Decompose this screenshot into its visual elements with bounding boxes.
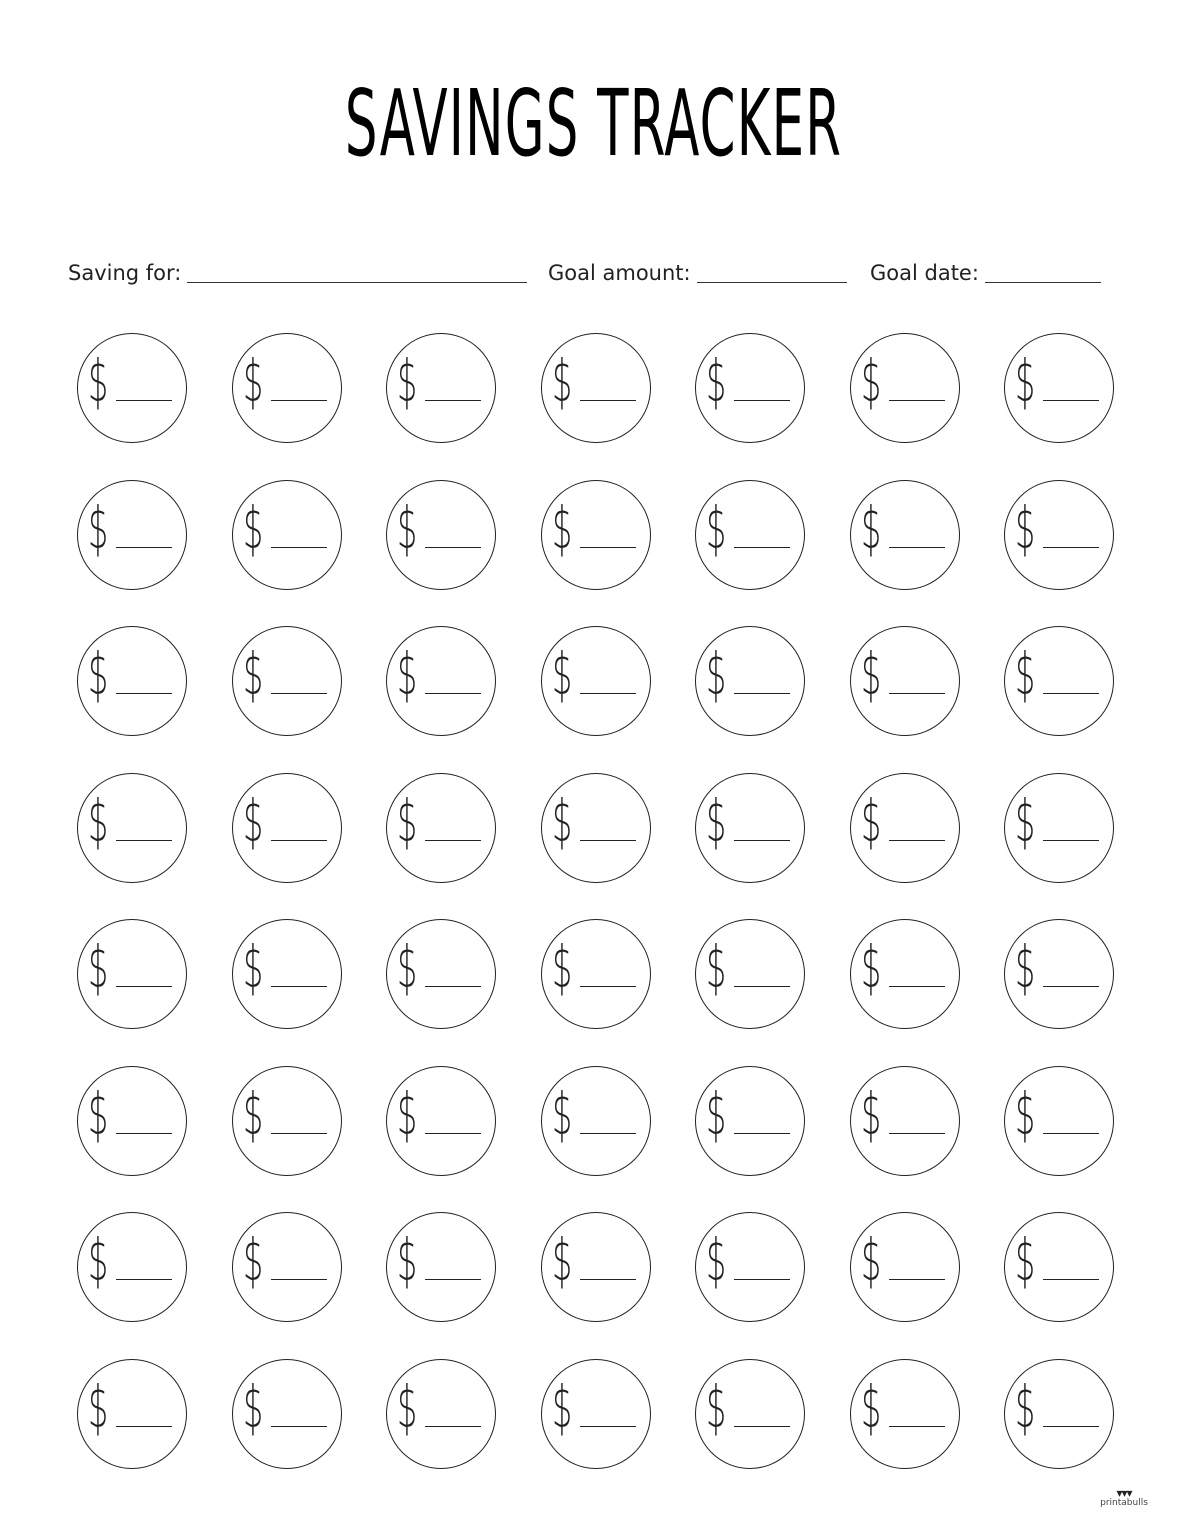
- amount-blank-line[interactable]: [734, 840, 790, 841]
- savings-coin[interactable]: [1004, 1066, 1114, 1176]
- dollar-sign-icon: $: [242, 933, 263, 1001]
- amount-blank-line[interactable]: [1043, 986, 1099, 987]
- amount-blank-line[interactable]: [889, 693, 945, 694]
- savings-coin[interactable]: [695, 626, 805, 736]
- savings-coin[interactable]: [77, 773, 187, 883]
- amount-blank-line[interactable]: [889, 400, 945, 401]
- amount-blank-line[interactable]: [425, 840, 481, 841]
- savings-coin[interactable]: [77, 919, 187, 1029]
- savings-coin[interactable]: [541, 1212, 651, 1322]
- dollar-sign-icon: $: [88, 347, 109, 415]
- savings-coin[interactable]: [1004, 773, 1114, 883]
- amount-blank-line[interactable]: [580, 1279, 636, 1280]
- savings-coin[interactable]: [77, 333, 187, 443]
- amount-blank-line[interactable]: [889, 547, 945, 548]
- savings-coin[interactable]: [695, 773, 805, 883]
- dollar-sign-icon: $: [1015, 640, 1036, 708]
- savings-coin[interactable]: [695, 1212, 805, 1322]
- amount-blank-line[interactable]: [889, 1133, 945, 1134]
- savings-coin[interactable]: [850, 1359, 960, 1469]
- savings-coin[interactable]: [232, 1359, 342, 1469]
- savings-coin[interactable]: [1004, 1212, 1114, 1322]
- savings-coin[interactable]: [1004, 480, 1114, 590]
- amount-blank-line[interactable]: [734, 1133, 790, 1134]
- savings-coin[interactable]: [541, 626, 651, 736]
- savings-coin[interactable]: [695, 333, 805, 443]
- amount-blank-line[interactable]: [116, 1426, 172, 1427]
- savings-coin[interactable]: [232, 480, 342, 590]
- amount-blank-line[interactable]: [271, 1279, 327, 1280]
- savings-coin[interactable]: [541, 480, 651, 590]
- amount-blank-line[interactable]: [425, 986, 481, 987]
- dollar-sign-icon: $: [706, 786, 727, 855]
- printabulls-logo: [1099, 1487, 1149, 1509]
- dollar-sign-icon: $: [706, 640, 727, 708]
- dollar-sign-icon: $: [551, 640, 572, 708]
- amount-blank-line[interactable]: [1043, 400, 1099, 401]
- dollar-sign-icon: $: [706, 347, 727, 415]
- savings-coin[interactable]: [386, 480, 496, 590]
- savings-coin[interactable]: [541, 1066, 651, 1176]
- logo-text: printabulls: [1100, 1498, 1148, 1508]
- logo-mark-icon: ▾▾▾: [1116, 1486, 1132, 1500]
- page-title: SAVINGS TRACKER: [344, 70, 843, 177]
- dollar-sign-icon: $: [242, 347, 263, 415]
- amount-blank-line[interactable]: [1043, 1133, 1099, 1134]
- dollar-sign-icon: $: [706, 1226, 727, 1294]
- amount-blank-line[interactable]: [271, 986, 327, 987]
- savings-coin[interactable]: [232, 333, 342, 443]
- amount-blank-line[interactable]: [580, 547, 636, 548]
- amount-blank-line[interactable]: [889, 1279, 945, 1280]
- dollar-sign-icon: $: [860, 1372, 881, 1441]
- savings-coin[interactable]: [77, 1066, 187, 1176]
- dollar-sign-icon: $: [551, 493, 572, 562]
- savings-coin[interactable]: [386, 773, 496, 883]
- amount-blank-line[interactable]: [116, 547, 172, 548]
- dollar-sign-icon: $: [551, 347, 572, 415]
- amount-blank-line[interactable]: [425, 547, 481, 548]
- savings-coin[interactable]: [695, 480, 805, 590]
- savings-coin[interactable]: [232, 773, 342, 883]
- dollar-sign-icon: $: [860, 786, 881, 855]
- amount-blank-line[interactable]: [1043, 693, 1099, 694]
- savings-coin[interactable]: [695, 1359, 805, 1469]
- savings-coin[interactable]: [695, 919, 805, 1029]
- saving-for-label: Saving for:: [68, 261, 182, 285]
- dollar-sign-icon: $: [397, 640, 418, 708]
- dollar-sign-icon: $: [1015, 1226, 1036, 1294]
- amount-blank-line[interactable]: [734, 693, 790, 694]
- dollar-sign-icon: $: [242, 786, 263, 855]
- dollar-sign-icon: $: [860, 1079, 881, 1148]
- dollar-sign-icon: $: [88, 786, 109, 855]
- savings-coin[interactable]: [386, 1212, 496, 1322]
- amount-blank-line[interactable]: [116, 840, 172, 841]
- amount-blank-line[interactable]: [116, 400, 172, 401]
- savings-coin[interactable]: [386, 1066, 496, 1176]
- savings-coin[interactable]: [695, 1066, 805, 1176]
- amount-blank-line[interactable]: [271, 1426, 327, 1427]
- dollar-sign-icon: $: [397, 1079, 418, 1148]
- savings-coin[interactable]: [386, 919, 496, 1029]
- dollar-sign-icon: $: [706, 1372, 727, 1441]
- amount-blank-line[interactable]: [734, 1279, 790, 1280]
- dollar-sign-icon: $: [1015, 1372, 1036, 1441]
- savings-coin[interactable]: [541, 773, 651, 883]
- dollar-sign-icon: $: [551, 786, 572, 855]
- dollar-sign-icon: $: [242, 493, 263, 562]
- dollar-sign-icon: $: [397, 493, 418, 562]
- dollar-sign-icon: $: [706, 933, 727, 1001]
- savings-coin[interactable]: [541, 1359, 651, 1469]
- savings-coin[interactable]: [77, 1212, 187, 1322]
- amount-blank-line[interactable]: [580, 693, 636, 694]
- dollar-sign-icon: $: [242, 1372, 263, 1441]
- dollar-sign-icon: $: [860, 1226, 881, 1294]
- amount-blank-line[interactable]: [734, 400, 790, 401]
- savings-coin[interactable]: [77, 480, 187, 590]
- dollar-sign-icon: $: [1015, 347, 1036, 415]
- dollar-sign-icon: $: [242, 1079, 263, 1148]
- amount-blank-line[interactable]: [734, 1426, 790, 1427]
- dollar-sign-icon: $: [397, 786, 418, 855]
- amount-blank-line[interactable]: [425, 1279, 481, 1280]
- amount-blank-line[interactable]: [271, 693, 327, 694]
- dollar-sign-icon: $: [551, 1372, 572, 1441]
- dollar-sign-icon: $: [551, 933, 572, 1001]
- amount-blank-line[interactable]: [580, 840, 636, 841]
- amount-blank-line[interactable]: [580, 1133, 636, 1134]
- dollar-sign-icon: $: [860, 640, 881, 708]
- savings-coin[interactable]: [1004, 626, 1114, 736]
- savings-coin[interactable]: [232, 1212, 342, 1322]
- amount-blank-line[interactable]: [116, 1279, 172, 1280]
- dollar-sign-icon: $: [551, 1079, 572, 1148]
- savings-coin[interactable]: [850, 1066, 960, 1176]
- savings-coin[interactable]: [386, 626, 496, 736]
- dollar-sign-icon: $: [242, 1226, 263, 1294]
- savings-coin[interactable]: [77, 626, 187, 736]
- savings-coin[interactable]: [541, 333, 651, 443]
- goal-amount-label: Goal amount:: [548, 261, 691, 285]
- amount-blank-line[interactable]: [425, 400, 481, 401]
- savings-coin[interactable]: [850, 480, 960, 590]
- dollar-sign-icon: $: [88, 1372, 109, 1441]
- dollar-sign-icon: $: [88, 640, 109, 708]
- dollar-sign-icon: $: [88, 933, 109, 1001]
- savings-coin[interactable]: [1004, 1359, 1114, 1469]
- dollar-sign-icon: $: [1015, 1079, 1036, 1148]
- amount-blank-line[interactable]: [734, 986, 790, 987]
- savings-coin[interactable]: [386, 333, 496, 443]
- amount-blank-line[interactable]: [889, 840, 945, 841]
- savings-coin[interactable]: [850, 919, 960, 1029]
- amount-blank-line[interactable]: [425, 1133, 481, 1134]
- amount-blank-line[interactable]: [1043, 1279, 1099, 1280]
- amount-blank-line[interactable]: [116, 693, 172, 694]
- dollar-sign-icon: $: [860, 493, 881, 562]
- savings-coin[interactable]: [232, 919, 342, 1029]
- dollar-sign-icon: $: [397, 933, 418, 1001]
- amount-blank-line[interactable]: [580, 986, 636, 987]
- goal-date-label: Goal date:: [870, 261, 979, 285]
- dollar-sign-icon: $: [860, 347, 881, 415]
- dollar-sign-icon: $: [88, 1079, 109, 1148]
- savings-coin[interactable]: [541, 919, 651, 1029]
- amount-blank-line[interactable]: [271, 1133, 327, 1134]
- amount-blank-line[interactable]: [271, 547, 327, 548]
- dollar-sign-icon: $: [1015, 933, 1036, 1001]
- dollar-sign-icon: $: [1015, 493, 1036, 562]
- dollar-sign-icon: $: [88, 1226, 109, 1294]
- savings-coin[interactable]: [850, 333, 960, 443]
- dollar-sign-icon: $: [397, 347, 418, 415]
- savings-coin[interactable]: [77, 1359, 187, 1469]
- amount-blank-line[interactable]: [116, 986, 172, 987]
- amount-blank-line[interactable]: [425, 693, 481, 694]
- dollar-sign-icon: $: [88, 493, 109, 562]
- dollar-sign-icon: $: [242, 640, 263, 708]
- dollar-sign-icon: $: [706, 1079, 727, 1148]
- amount-blank-line[interactable]: [425, 1426, 481, 1427]
- savings-coin[interactable]: [850, 1212, 960, 1322]
- amount-blank-line[interactable]: [271, 840, 327, 841]
- dollar-sign-icon: $: [706, 493, 727, 562]
- amount-blank-line[interactable]: [116, 1133, 172, 1134]
- amount-blank-line[interactable]: [271, 400, 327, 401]
- savings-coin[interactable]: [1004, 333, 1114, 443]
- amount-blank-line[interactable]: [1043, 840, 1099, 841]
- amount-blank-line[interactable]: [889, 986, 945, 987]
- amount-blank-line[interactable]: [734, 547, 790, 548]
- amount-blank-line[interactable]: [580, 1426, 636, 1427]
- amount-blank-line[interactable]: [1043, 1426, 1099, 1427]
- amount-blank-line[interactable]: [580, 400, 636, 401]
- savings-coin[interactable]: [232, 1066, 342, 1176]
- savings-coin[interactable]: [850, 773, 960, 883]
- amount-blank-line[interactable]: [1043, 547, 1099, 548]
- savings-coin[interactable]: [850, 626, 960, 736]
- savings-coin[interactable]: [1004, 919, 1114, 1029]
- dollar-sign-icon: $: [860, 933, 881, 1001]
- savings-coin[interactable]: [386, 1359, 496, 1469]
- amount-blank-line[interactable]: [889, 1426, 945, 1427]
- dollar-sign-icon: $: [397, 1372, 418, 1441]
- dollar-sign-icon: $: [551, 1226, 572, 1294]
- savings-coin[interactable]: [232, 626, 342, 736]
- dollar-sign-icon: $: [1015, 786, 1036, 855]
- dollar-sign-icon: $: [397, 1226, 418, 1294]
